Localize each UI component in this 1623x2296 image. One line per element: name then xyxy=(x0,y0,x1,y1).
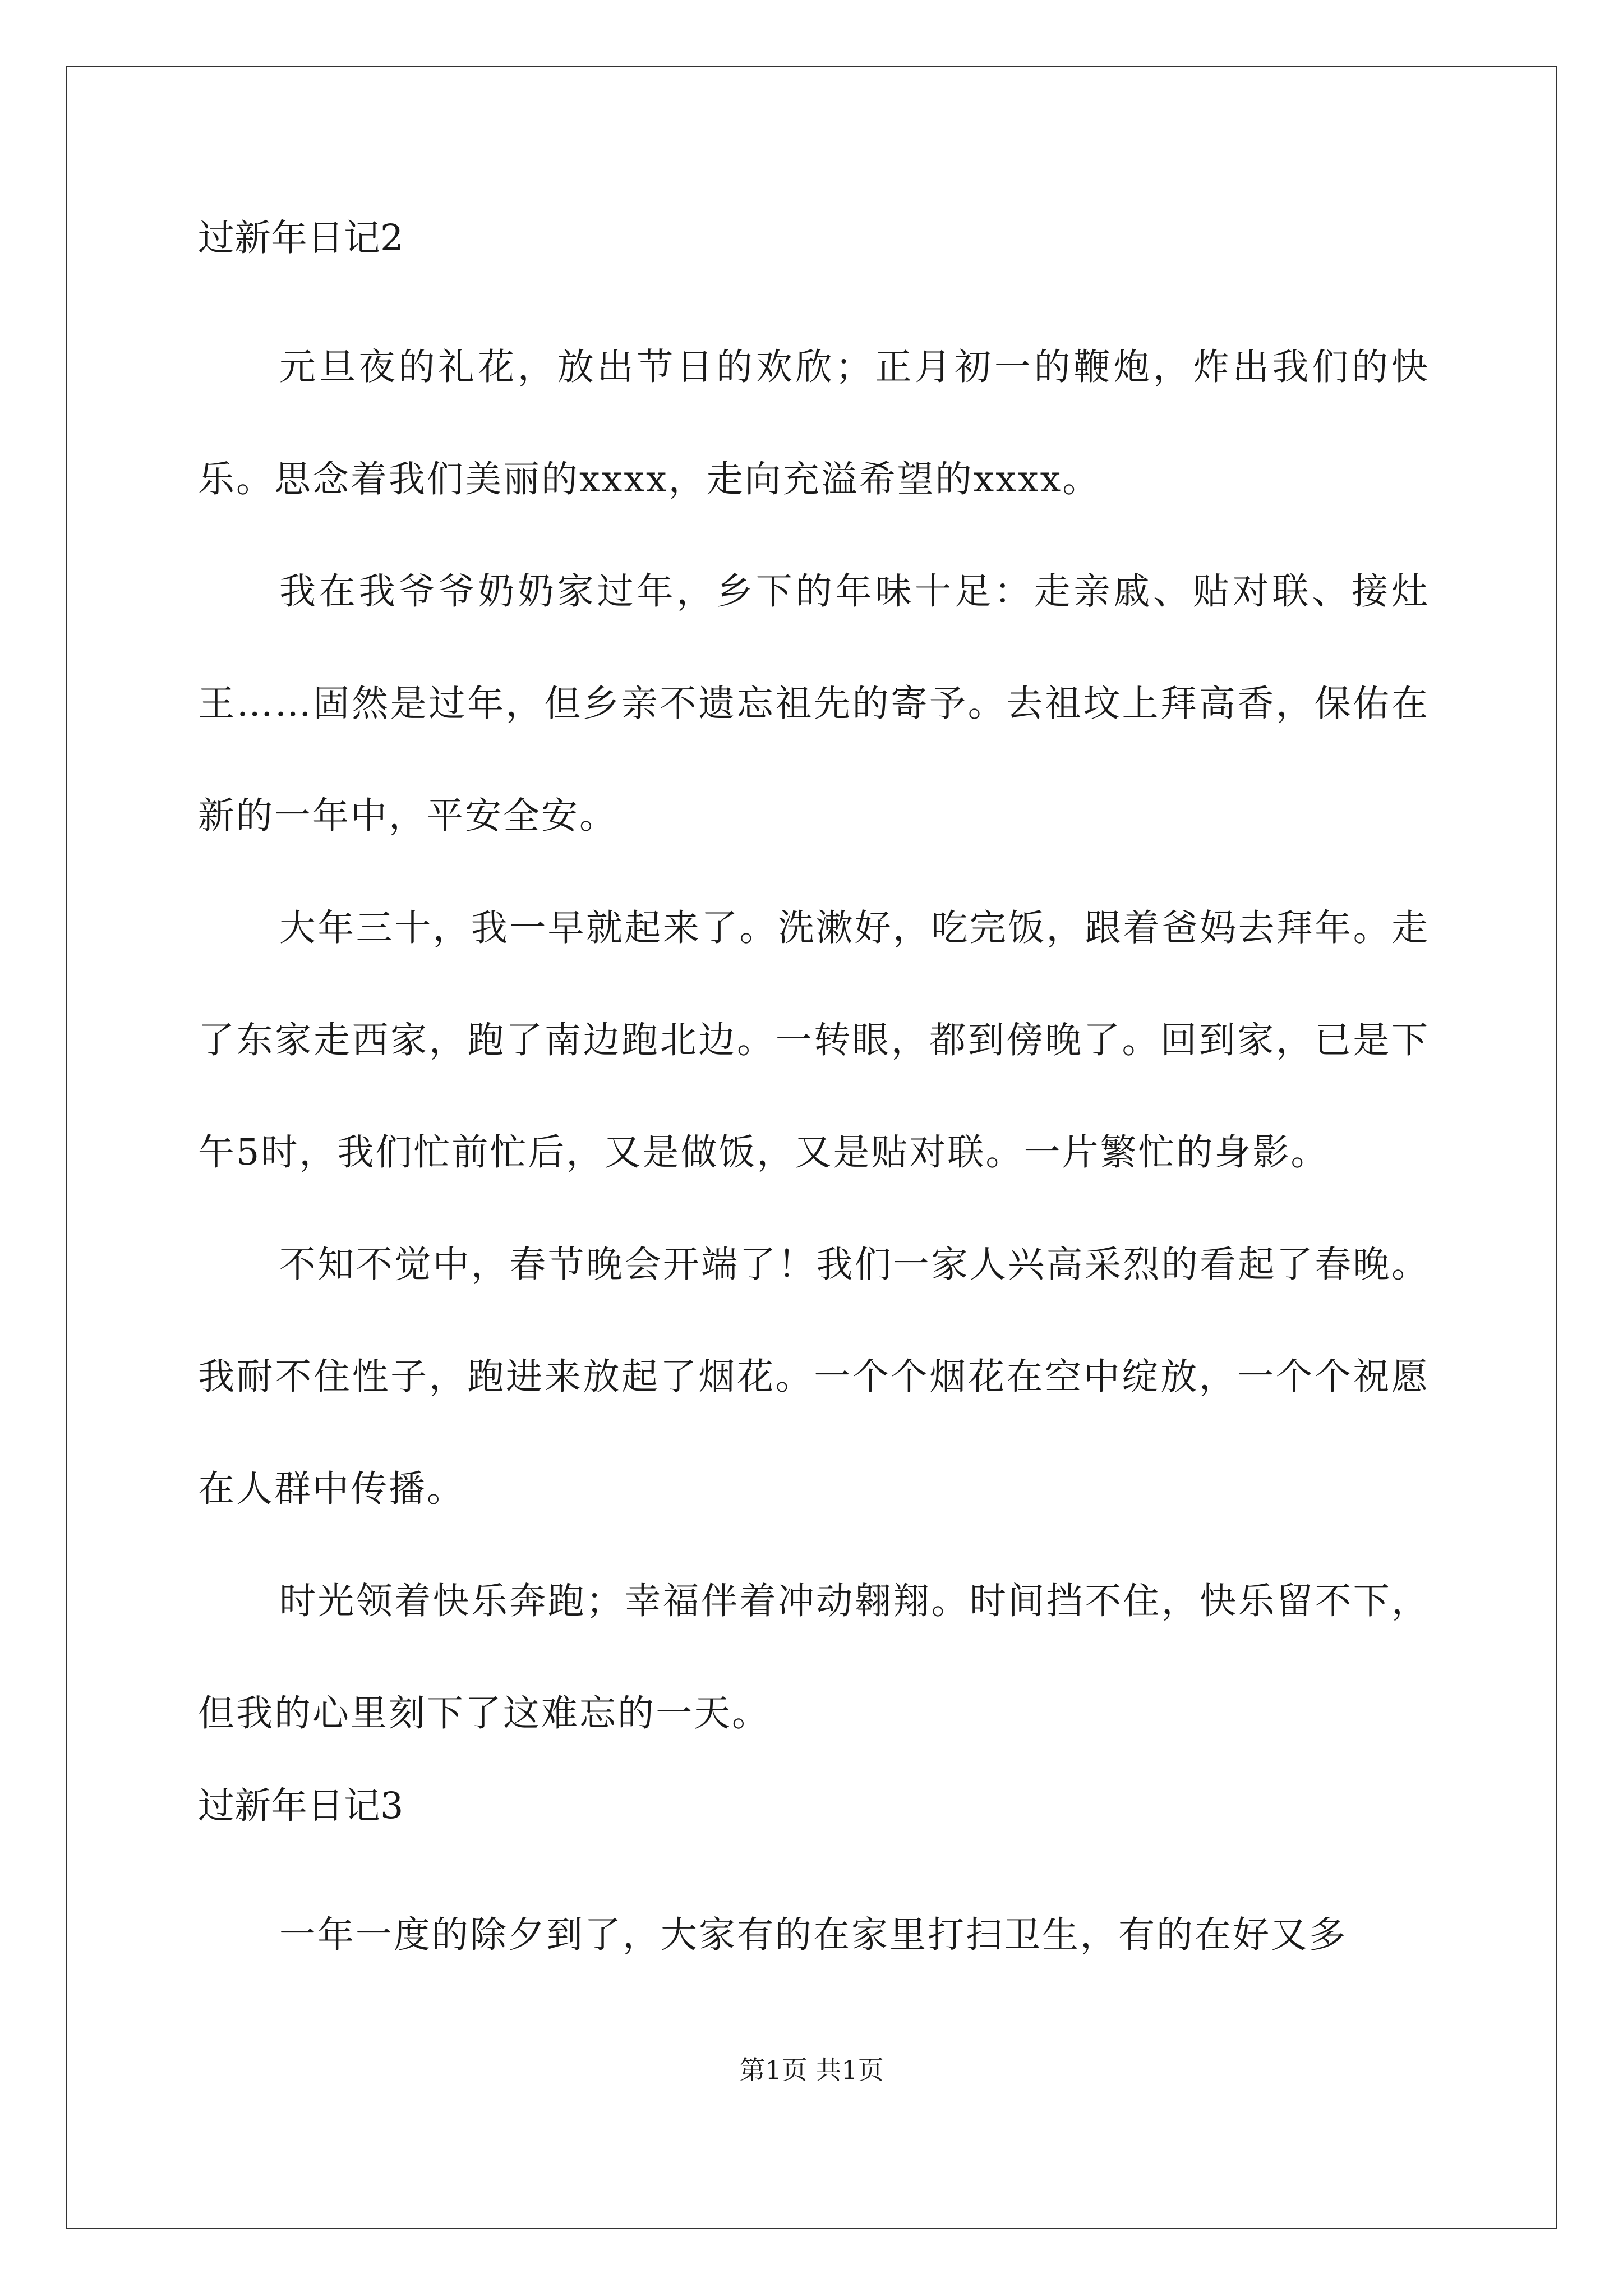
paragraph: 不知不觉中，春节晚会开端了！我们一家人兴高采烈的看起了春晚。我耐不住性子，跑进来放起了烟花。一个个烟花在空中绽放，一个个祝愿在人群中传播。 xyxy=(198,1244,1430,1510)
paragraph: 大年三十，我一早就起来了。洗漱好，吃完饭，跟着爸妈去拜年。走了东家走西家，跑了南边跑北边。一转眼，都到傍晚了。回到家，已是下午5时，我们忙前忙后，又是做饭，又是贴对联。一片繁忙的身影。 xyxy=(198,907,1430,1174)
paragraph: 一年一度的除夕到了，大家有的在家里打扫卫生，有的在好又多 xyxy=(279,1914,1348,1956)
paragraph: 我在我爷爷奶奶家过年，乡下的年味十足：走亲戚、贴对联、接灶王……固然是过年，但乡亲不遗忘祖先的寄予。去祖坟上拜高香，保佑在新的一年中，平安全安。 xyxy=(198,570,1430,837)
page-footer: 第1页 共1页 xyxy=(739,2055,884,2085)
paragraph: 元旦夜的礼花，放出节日的欢欣；正月初一的鞭炮，炸出我们的快乐。思念着我们美丽的xxxx，走向充溢希望的xxxx。 xyxy=(198,346,1430,500)
section-heading: 过新年日记2 xyxy=(198,217,404,259)
section-heading: 过新年日记3 xyxy=(198,1785,404,1827)
document-body xyxy=(198,213,1430,1991)
paragraph: 时光领着快乐奔跑；幸福伴着冲动翱翔。时间挡不住，快乐留不下，但我的心里刻下了这难忘的一天。 xyxy=(198,1580,1430,1734)
